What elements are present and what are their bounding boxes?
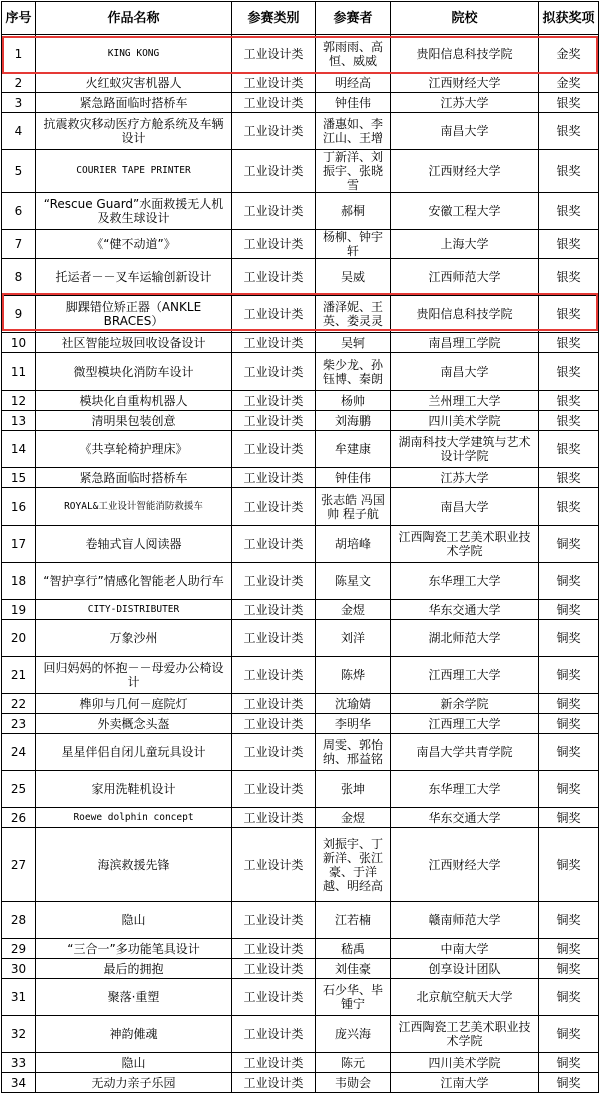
cell-award: 银奖 bbox=[539, 431, 599, 468]
cell-school: 贵阳信息科技学院 bbox=[391, 296, 539, 333]
cell-school: 南昌大学 bbox=[391, 113, 539, 150]
cell-no: 25 bbox=[2, 771, 36, 808]
cell-award: 铜奖 bbox=[539, 657, 599, 694]
cell-award: 银奖 bbox=[539, 259, 599, 296]
cell-award: 银奖 bbox=[539, 353, 599, 391]
cell-title: 隐山 bbox=[36, 1053, 232, 1073]
cell-no: 4 bbox=[2, 113, 36, 150]
cell-no: 21 bbox=[2, 657, 36, 694]
cell-award: 铜奖 bbox=[539, 1016, 599, 1053]
table-row bbox=[2, 333, 599, 353]
cell-school: 南昌大学 bbox=[391, 353, 539, 391]
cell-school: 南昌理工学院 bbox=[391, 333, 539, 353]
cell-title: 火红蚁灾害机器人 bbox=[36, 73, 232, 93]
table-row bbox=[2, 959, 599, 979]
cell-no: 2 bbox=[2, 73, 36, 93]
cell-award: 金奖 bbox=[539, 35, 599, 73]
cell-category: 工业设计类 bbox=[232, 333, 316, 353]
cell-award: 银奖 bbox=[539, 333, 599, 353]
cell-no: 14 bbox=[2, 431, 36, 468]
cell-no: 3 bbox=[2, 93, 36, 113]
cell-school: 江西陶瓷工艺美术职业技术学院 bbox=[391, 526, 539, 563]
cell-school: 华东交通大学 bbox=[391, 600, 539, 620]
cell-no: 30 bbox=[2, 959, 36, 979]
cell-author: 张坤 bbox=[316, 771, 391, 808]
cell-award: 铜奖 bbox=[539, 563, 599, 600]
cell-title: 清明果包装创意 bbox=[36, 411, 232, 431]
cell-category: 工业设计类 bbox=[232, 150, 316, 193]
header-school: 院校 bbox=[391, 2, 539, 35]
cell-author: 钟佳伟 bbox=[316, 93, 391, 113]
cell-no: 27 bbox=[2, 828, 36, 902]
cell-title: 《“健不动道”》 bbox=[36, 230, 232, 259]
cell-school: 创享设计团队 bbox=[391, 959, 539, 979]
cell-author: 江若楠 bbox=[316, 902, 391, 939]
cell-title: 社区智能垃圾回收设备设计 bbox=[36, 333, 232, 353]
cell-category: 工业设计类 bbox=[232, 694, 316, 714]
cell-title: “三合一”多功能笔具设计 bbox=[36, 939, 232, 959]
header-award: 拟获奖项 bbox=[539, 2, 599, 35]
cell-award: 铜奖 bbox=[539, 714, 599, 734]
cell-no: 17 bbox=[2, 526, 36, 563]
table-row bbox=[2, 979, 599, 1016]
cell-title: ROYAL&工业设计智能消防救援车 bbox=[36, 488, 232, 526]
table-row bbox=[2, 902, 599, 939]
table-row bbox=[2, 296, 599, 333]
awards-table bbox=[1, 1, 599, 1093]
cell-award: 铜奖 bbox=[539, 771, 599, 808]
cell-award: 铜奖 bbox=[539, 828, 599, 902]
cell-author: 张志皓 冯国帅 程子航 bbox=[316, 488, 391, 526]
cell-no: 6 bbox=[2, 193, 36, 230]
header-no: 序号 bbox=[2, 2, 36, 35]
cell-title: 家用洗鞋机设计 bbox=[36, 771, 232, 808]
cell-category: 工业设计类 bbox=[232, 714, 316, 734]
cell-award: 铜奖 bbox=[539, 526, 599, 563]
cell-school: 东华理工大学 bbox=[391, 771, 539, 808]
cell-category: 工业设计类 bbox=[232, 35, 316, 73]
cell-title: 卷轴式盲人阅读器 bbox=[36, 526, 232, 563]
cell-award: 铜奖 bbox=[539, 600, 599, 620]
cell-author: 陈烨 bbox=[316, 657, 391, 694]
cell-category: 工业设计类 bbox=[232, 296, 316, 333]
table-row bbox=[2, 468, 599, 488]
cell-school: 江西陶瓷工艺美术职业技术学院 bbox=[391, 1016, 539, 1053]
cell-author: 陈元 bbox=[316, 1053, 391, 1073]
table-row bbox=[2, 431, 599, 468]
cell-title: 脚踝错位矫正器（ANKLE BRACES） bbox=[36, 296, 232, 333]
cell-category: 工业设计类 bbox=[232, 771, 316, 808]
cell-award: 铜奖 bbox=[539, 1073, 599, 1093]
cell-author: 吴威 bbox=[316, 259, 391, 296]
cell-category: 工业设计类 bbox=[232, 902, 316, 939]
cell-school: 江南大学 bbox=[391, 1073, 539, 1093]
cell-school: 北京航空航天大学 bbox=[391, 979, 539, 1016]
cell-title: 《共享轮椅护理床》 bbox=[36, 431, 232, 468]
cell-author: 钟佳伟 bbox=[316, 468, 391, 488]
cell-author: 韦勋会 bbox=[316, 1073, 391, 1093]
cell-category: 工业设计类 bbox=[232, 734, 316, 771]
cell-author: 石少华、毕锺宁 bbox=[316, 979, 391, 1016]
cell-category: 工业设计类 bbox=[232, 93, 316, 113]
cell-title: COURIER TAPE PRINTER bbox=[36, 150, 232, 193]
cell-school: 四川美术学院 bbox=[391, 411, 539, 431]
cell-category: 工业设计类 bbox=[232, 526, 316, 563]
cell-no: 26 bbox=[2, 808, 36, 828]
cell-no: 29 bbox=[2, 939, 36, 959]
cell-award: 银奖 bbox=[539, 193, 599, 230]
cell-school: 贵阳信息科技学院 bbox=[391, 35, 539, 73]
table-row bbox=[2, 526, 599, 563]
table-row bbox=[2, 771, 599, 808]
cell-title: 最后的拥抱 bbox=[36, 959, 232, 979]
cell-title: 星星伴侣自闭儿童玩具设计 bbox=[36, 734, 232, 771]
cell-title: 紧急路面临时搭桥车 bbox=[36, 93, 232, 113]
cell-category: 工业设计类 bbox=[232, 1053, 316, 1073]
cell-category: 工业设计类 bbox=[232, 1016, 316, 1053]
cell-category: 工业设计类 bbox=[232, 828, 316, 902]
cell-school: 四川美术学院 bbox=[391, 1053, 539, 1073]
cell-title: 回归妈妈的怀抱－－母爱办公椅设计 bbox=[36, 657, 232, 694]
cell-author: 杨柳、钟宇轩 bbox=[316, 230, 391, 259]
cell-no: 8 bbox=[2, 259, 36, 296]
cell-author: 嵇禹 bbox=[316, 939, 391, 959]
table-row bbox=[2, 488, 599, 526]
cell-title: 紧急路面临时搭桥车 bbox=[36, 468, 232, 488]
cell-school: 湖北师范大学 bbox=[391, 620, 539, 657]
cell-no: 7 bbox=[2, 230, 36, 259]
cell-category: 工业设计类 bbox=[232, 113, 316, 150]
cell-no: 15 bbox=[2, 468, 36, 488]
cell-award: 银奖 bbox=[539, 391, 599, 411]
table-row bbox=[2, 1073, 599, 1093]
cell-category: 工业设计类 bbox=[232, 391, 316, 411]
cell-title: 聚落·重塑 bbox=[36, 979, 232, 1016]
cell-school: 华东交通大学 bbox=[391, 808, 539, 828]
cell-title: Roewe dolphin concept bbox=[36, 808, 232, 828]
cell-author: 刘佳豪 bbox=[316, 959, 391, 979]
cell-school: 江西理工大学 bbox=[391, 714, 539, 734]
cell-author: 金煜 bbox=[316, 808, 391, 828]
cell-title: “智护享行”情感化智能老人助行车 bbox=[36, 563, 232, 600]
cell-category: 工业设计类 bbox=[232, 488, 316, 526]
cell-title: 抗震救灾移动医疗方舱系统及车辆设计 bbox=[36, 113, 232, 150]
cell-no: 28 bbox=[2, 902, 36, 939]
cell-no: 13 bbox=[2, 411, 36, 431]
cell-category: 工业设计类 bbox=[232, 259, 316, 296]
cell-author: 杨帅 bbox=[316, 391, 391, 411]
table-row bbox=[2, 391, 599, 411]
cell-title: “Rescue Guard”水面救援无人机及救生球设计 bbox=[36, 193, 232, 230]
cell-no: 33 bbox=[2, 1053, 36, 1073]
cell-school: 上海大学 bbox=[391, 230, 539, 259]
table-row bbox=[2, 734, 599, 771]
cell-award: 铜奖 bbox=[539, 1053, 599, 1073]
table-row bbox=[2, 1053, 599, 1073]
cell-school: 安徽工程大学 bbox=[391, 193, 539, 230]
cell-author: 牟建康 bbox=[316, 431, 391, 468]
table-row bbox=[2, 828, 599, 902]
cell-author: 刘振宇、丁新洋、张江豪、于洋越、明经高 bbox=[316, 828, 391, 902]
cell-school: 江西财经大学 bbox=[391, 828, 539, 902]
header-title: 作品名称 bbox=[36, 2, 232, 35]
cell-school: 湖南科技大学建筑与艺术设计学院 bbox=[391, 431, 539, 468]
cell-author: 吴轲 bbox=[316, 333, 391, 353]
cell-category: 工业设计类 bbox=[232, 620, 316, 657]
cell-award: 银奖 bbox=[539, 411, 599, 431]
table-row bbox=[2, 73, 599, 93]
table-row bbox=[2, 353, 599, 391]
cell-author: 丁新洋、刘振宇、张晓雪 bbox=[316, 150, 391, 193]
cell-category: 工业设计类 bbox=[232, 563, 316, 600]
cell-no: 5 bbox=[2, 150, 36, 193]
cell-award: 银奖 bbox=[539, 230, 599, 259]
cell-no: 23 bbox=[2, 714, 36, 734]
cell-school: 中南大学 bbox=[391, 939, 539, 959]
table-row bbox=[2, 1016, 599, 1053]
cell-school: 东华理工大学 bbox=[391, 563, 539, 600]
cell-school: 兰州理工大学 bbox=[391, 391, 539, 411]
cell-title: 微型模块化消防车设计 bbox=[36, 353, 232, 391]
cell-no: 22 bbox=[2, 694, 36, 714]
cell-author: 刘洋 bbox=[316, 620, 391, 657]
cell-school: 新余学院 bbox=[391, 694, 539, 714]
cell-title: 托运者－－叉车运输创新设计 bbox=[36, 259, 232, 296]
table-row bbox=[2, 694, 599, 714]
cell-school: 江西理工大学 bbox=[391, 657, 539, 694]
table-row bbox=[2, 411, 599, 431]
cell-school: 江西师范大学 bbox=[391, 259, 539, 296]
header-category: 参赛类别 bbox=[232, 2, 316, 35]
cell-title: 模块化自重构机器人 bbox=[36, 391, 232, 411]
cell-school: 江西财经大学 bbox=[391, 150, 539, 193]
table-row bbox=[2, 193, 599, 230]
cell-award: 铜奖 bbox=[539, 959, 599, 979]
header-row bbox=[2, 2, 599, 35]
table-row bbox=[2, 620, 599, 657]
cell-no: 20 bbox=[2, 620, 36, 657]
table-row bbox=[2, 600, 599, 620]
cell-author: 胡培峰 bbox=[316, 526, 391, 563]
cell-category: 工业设计类 bbox=[232, 1073, 316, 1093]
table-row bbox=[2, 563, 599, 600]
cell-no: 24 bbox=[2, 734, 36, 771]
header-author: 参赛者 bbox=[316, 2, 391, 35]
cell-category: 工业设计类 bbox=[232, 193, 316, 230]
cell-award: 铜奖 bbox=[539, 734, 599, 771]
cell-author: 李明华 bbox=[316, 714, 391, 734]
cell-award: 银奖 bbox=[539, 488, 599, 526]
cell-title: 无动力亲子乐园 bbox=[36, 1073, 232, 1093]
cell-no: 10 bbox=[2, 333, 36, 353]
table-row bbox=[2, 259, 599, 296]
cell-category: 工业设计类 bbox=[232, 939, 316, 959]
table-row bbox=[2, 93, 599, 113]
cell-no: 1 bbox=[2, 35, 36, 73]
cell-award: 银奖 bbox=[539, 468, 599, 488]
cell-award: 铜奖 bbox=[539, 939, 599, 959]
cell-title: 外卖概念头盔 bbox=[36, 714, 232, 734]
cell-no: 34 bbox=[2, 1073, 36, 1093]
cell-author: 陈星文 bbox=[316, 563, 391, 600]
cell-author: 潘惠如、李江山、王增 bbox=[316, 113, 391, 150]
cell-author: 庞兴海 bbox=[316, 1016, 391, 1053]
cell-no: 16 bbox=[2, 488, 36, 526]
cell-category: 工业设计类 bbox=[232, 468, 316, 488]
table-row bbox=[2, 230, 599, 259]
cell-title: 榫卯与几何－庭院灯 bbox=[36, 694, 232, 714]
cell-award: 铜奖 bbox=[539, 620, 599, 657]
table-row bbox=[2, 657, 599, 694]
cell-award: 银奖 bbox=[539, 150, 599, 193]
cell-title: 海滨救援先锋 bbox=[36, 828, 232, 902]
cell-category: 工业设计类 bbox=[232, 73, 316, 93]
table-row bbox=[2, 939, 599, 959]
table-body bbox=[2, 35, 599, 1093]
cell-award: 铜奖 bbox=[539, 808, 599, 828]
table-row bbox=[2, 150, 599, 193]
cell-award: 金奖 bbox=[539, 73, 599, 93]
table-row bbox=[2, 714, 599, 734]
cell-category: 工业设计类 bbox=[232, 979, 316, 1016]
cell-school: 南昌大学 bbox=[391, 488, 539, 526]
cell-category: 工业设计类 bbox=[232, 600, 316, 620]
cell-no: 11 bbox=[2, 353, 36, 391]
table-row bbox=[2, 808, 599, 828]
cell-category: 工业设计类 bbox=[232, 431, 316, 468]
cell-award: 铜奖 bbox=[539, 694, 599, 714]
cell-school: 赣南师范大学 bbox=[391, 902, 539, 939]
cell-school: 南昌大学共青学院 bbox=[391, 734, 539, 771]
cell-award: 铜奖 bbox=[539, 902, 599, 939]
cell-category: 工业设计类 bbox=[232, 353, 316, 391]
table-row bbox=[2, 113, 599, 150]
cell-no: 32 bbox=[2, 1016, 36, 1053]
cell-author: 明经高 bbox=[316, 73, 391, 93]
cell-category: 工业设计类 bbox=[232, 230, 316, 259]
cell-author: 沈瑜婧 bbox=[316, 694, 391, 714]
cell-author: 柴少龙、孙钰博、秦朗 bbox=[316, 353, 391, 391]
cell-school: 江苏大学 bbox=[391, 468, 539, 488]
cell-no: 12 bbox=[2, 391, 36, 411]
cell-title: 隐山 bbox=[36, 902, 232, 939]
cell-title: KING KONG bbox=[36, 35, 232, 73]
cell-category: 工业设计类 bbox=[232, 657, 316, 694]
cell-school: 江苏大学 bbox=[391, 93, 539, 113]
cell-award: 银奖 bbox=[539, 296, 599, 333]
cell-school: 江西财经大学 bbox=[391, 73, 539, 93]
cell-no: 9 bbox=[2, 296, 36, 333]
cell-no: 31 bbox=[2, 979, 36, 1016]
cell-author: 刘海鹏 bbox=[316, 411, 391, 431]
cell-no: 18 bbox=[2, 563, 36, 600]
cell-author: 郝桐 bbox=[316, 193, 391, 230]
cell-author: 郭雨雨、高恒、威威 bbox=[316, 35, 391, 73]
cell-award: 银奖 bbox=[539, 113, 599, 150]
cell-author: 金煜 bbox=[316, 600, 391, 620]
cell-title: CITY-DISTRIBUTER bbox=[36, 600, 232, 620]
cell-category: 工业设计类 bbox=[232, 808, 316, 828]
cell-title: 神韵傩魂 bbox=[36, 1016, 232, 1053]
table-row bbox=[2, 35, 599, 73]
cell-no: 19 bbox=[2, 600, 36, 620]
cell-title: 万象沙州 bbox=[36, 620, 232, 657]
cell-author: 潘泽妮、王英、娄灵灵 bbox=[316, 296, 391, 333]
cell-category: 工业设计类 bbox=[232, 411, 316, 431]
cell-award: 铜奖 bbox=[539, 979, 599, 1016]
cell-author: 周雯、郭怡纳、邢益铭 bbox=[316, 734, 391, 771]
cell-category: 工业设计类 bbox=[232, 959, 316, 979]
cell-award: 银奖 bbox=[539, 93, 599, 113]
